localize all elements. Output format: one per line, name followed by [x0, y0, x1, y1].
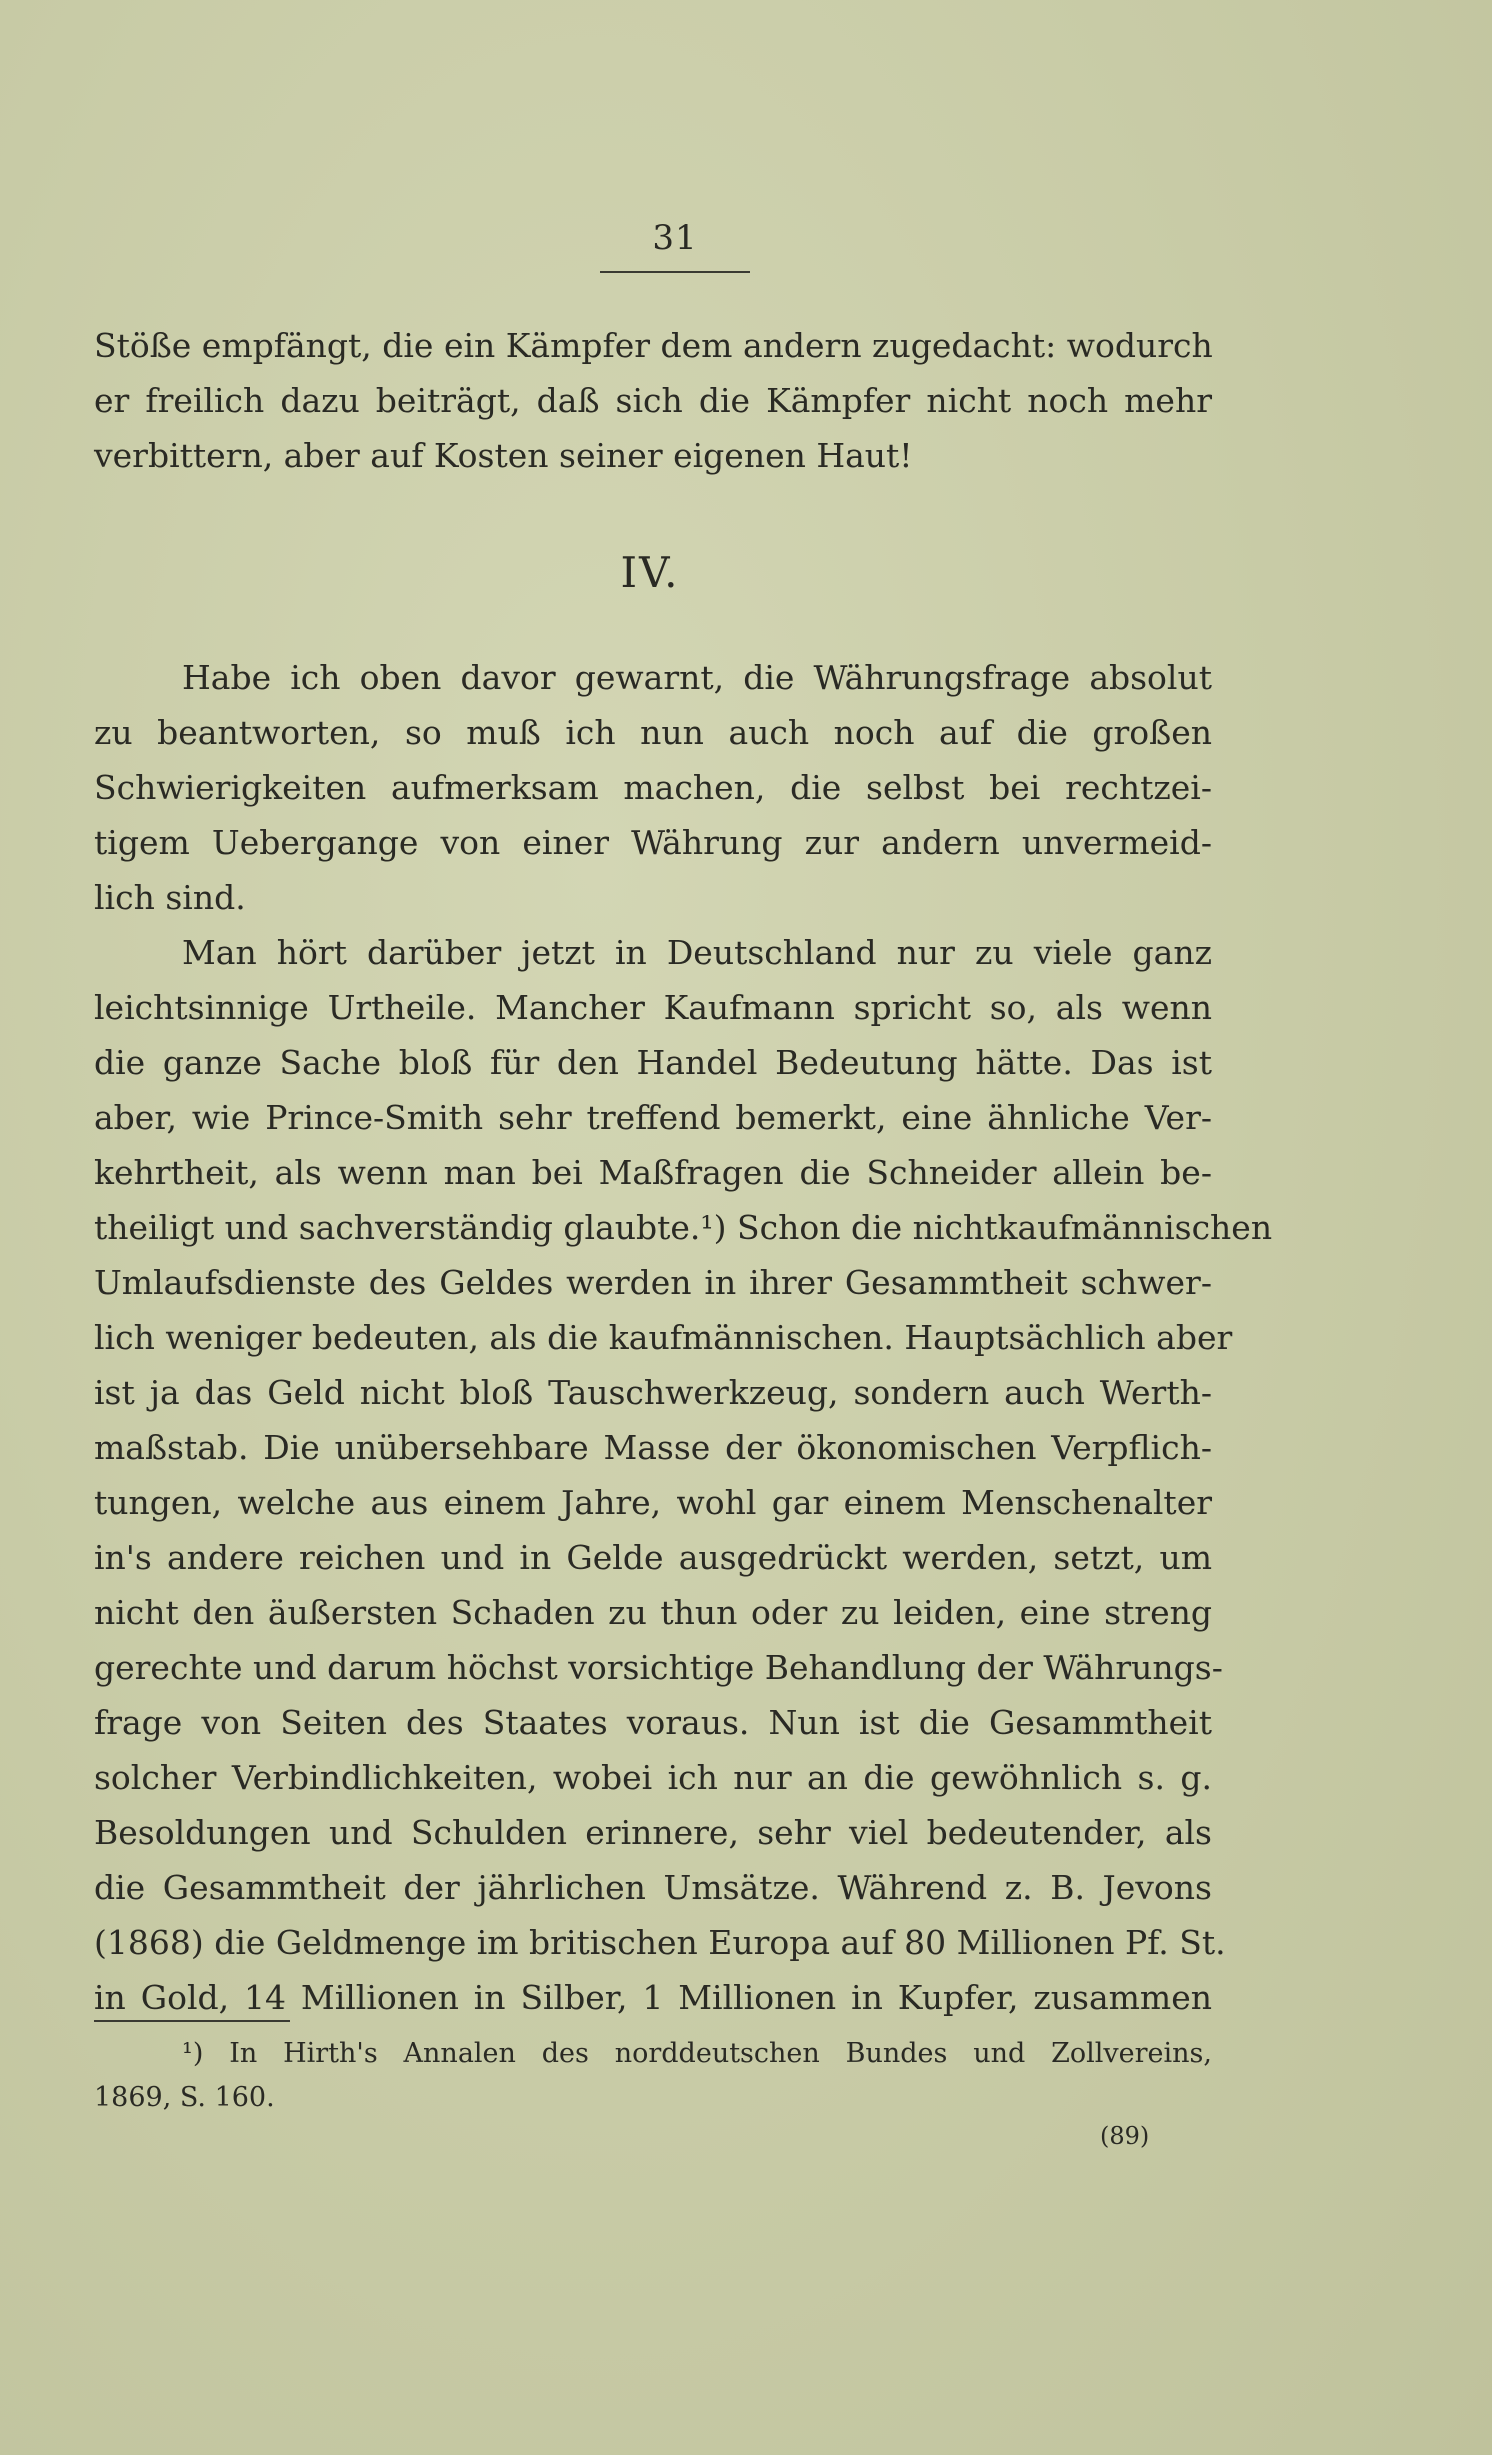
- text-line: lich sind.: [94, 878, 246, 917]
- text-line: frage von Seiten des Staates voraus. Nun ist die Gesammtheit: [94, 1703, 1212, 1742]
- text-line: in's andere reichen und in Gelde ausgedrückt werden, setzt, um: [94, 1538, 1212, 1577]
- text-line: die Gesammtheit der jährlichen Umsätze. Während z. B. Jevons: [94, 1868, 1212, 1907]
- paragraph-2: [94, 925, 1273, 2025]
- text-line: die ganze Sache bloß für den Handel Bedeutung hätte. Das ist: [94, 1043, 1212, 1082]
- footnote-line: ¹) In Hirth's Annalen des norddeutschen Bundes und Zollvereins,: [182, 2038, 1212, 2069]
- text-line: solcher Verbindlichkeiten, wobei ich nur an die gewöhnlich s. g.: [94, 1758, 1212, 1797]
- text-line: ist ja das Geld nicht bloß Tauschwerkzeug, sondern auch Werth-: [94, 1373, 1212, 1412]
- signature-mark: (89): [1100, 2122, 1150, 2150]
- footnote: [94, 2032, 1212, 2120]
- text-line: lich weniger bedeuten, als die kaufmännischen. Hauptsächlich aber: [94, 1318, 1233, 1357]
- text-line: tigem Uebergange von einer Währung zur andern unvermeid-: [94, 823, 1212, 862]
- page-number: 31: [652, 218, 698, 258]
- text-line: Habe ich oben davor gewarnt, die Währungsfrage absolut: [182, 658, 1212, 697]
- text-line: theiligt und sachverständig glaubte.¹) Schon die nichtkaufmännischen: [94, 1208, 1273, 1247]
- text-line: Schwierigkeiten aufmerksam machen, die selbst bei rechtzei-: [94, 768, 1212, 807]
- text-line: in Gold, 14 Millionen in Silber, 1 Millionen in Kupfer, zusammen: [94, 1978, 1212, 2017]
- text-line: zu beantworten, so muß ich nun auch noch auf die großen: [94, 713, 1212, 752]
- text-line: verbittern, aber auf Kosten seiner eigenen Haut!: [94, 436, 913, 475]
- text-line: (1868) die Geldmenge im britischen Europa auf 80 Millionen Pf. St.: [94, 1923, 1226, 1962]
- text-line: leichtsinnige Urtheile. Mancher Kaufmann spricht so, als wenn: [94, 988, 1212, 1027]
- footnote-line: 1869, S. 160.: [94, 2082, 275, 2113]
- main-text: [94, 650, 1273, 2025]
- top-paragraph: [94, 318, 1212, 483]
- text-line: gerechte und darum höchst vorsichtige Behandlung der Währungs-: [94, 1648, 1223, 1687]
- paragraph-1: [94, 650, 1212, 925]
- text-line: er freilich dazu beiträgt, daß sich die Kämpfer nicht noch mehr: [94, 381, 1212, 420]
- footnote-rule: [94, 2020, 290, 2022]
- text-line: Umlaufsdienste des Geldes werden in ihrer Gesammtheit schwer-: [94, 1263, 1212, 1302]
- text-line: aber, wie Prince-Smith sehr treffend bemerkt, eine ähnliche Ver-: [94, 1098, 1212, 1137]
- text-line: maßstab. Die unübersehbare Masse der ökonomischen Verpflich-: [94, 1428, 1212, 1467]
- text-line: nicht den äußersten Schaden zu thun oder zu leiden, eine streng: [94, 1593, 1212, 1632]
- text-line: tungen, welche aus einem Jahre, wohl gar einem Menschenalter: [94, 1483, 1212, 1522]
- text-line: Besoldungen und Schulden erinnere, sehr viel bedeutender, als: [94, 1813, 1212, 1852]
- text-line: Stöße empfängt, die ein Kämpfer dem andern zugedacht: wodurch: [94, 326, 1213, 365]
- text-line: kehrtheit, als wenn man bei Maßfragen die Schneider allein be-: [94, 1153, 1212, 1192]
- text-line: Man hört darüber jetzt in Deutschland nur zu viele ganz: [182, 933, 1212, 972]
- section-heading: IV.: [620, 548, 680, 597]
- page-number-rule: [600, 271, 750, 273]
